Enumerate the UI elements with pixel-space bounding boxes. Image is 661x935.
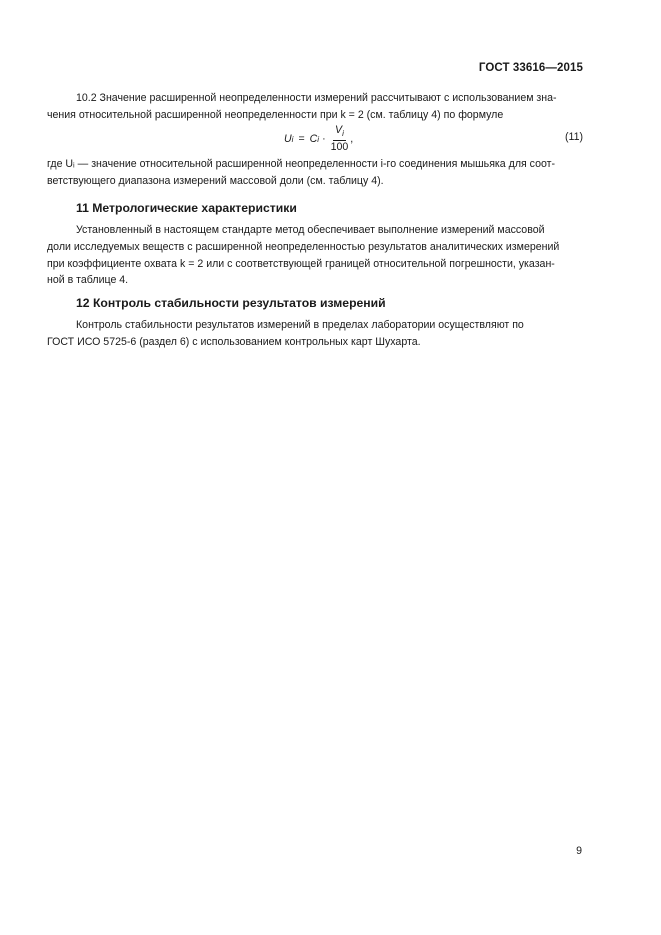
formula-11 [284, 124, 353, 154]
formula-c-sub: i [317, 134, 320, 144]
formula-numerator: $V_i$ [333, 124, 346, 141]
formula-denominator: 100 [330, 141, 349, 154]
paragraph-10-2: 10.2 Значение расширенной неопределенности измерений рассчитывают с использованием зна- чения относительной расширенной неопределенности при k = 2 (см. таблицу 4) по формуле [47, 92, 557, 121]
section-12-text: Контроль стабильности результатов измерений в пределах лаборатории осуществляют по ГОСТ ИСО 5725-6 (раздел 6) с использованием контрольных карт Шухарта. [47, 319, 524, 348]
formula-c: C [309, 133, 318, 146]
formula-comma: , [350, 133, 354, 146]
formula-lhs-sub: i [291, 134, 294, 144]
document-code-header: ГОСТ 33616—2015 [478, 62, 583, 74]
formula-lhs: U [284, 133, 292, 146]
section-12-heading: 12 Контроль стабильности результатов измерений [76, 296, 386, 310]
page-number: 9 [576, 845, 582, 857]
formula-equals: = [298, 133, 305, 146]
equation-number: (11) [564, 131, 583, 143]
formula-fraction [331, 124, 349, 154]
section-11-text: Установленный в настоящем стандарте метод обеспечивает выполнение измерений массовой доли исследуемых веществ с расширенной неопределенностью результатов аналитических измерений при коэффициенте охвата k = 2 или с соответствующей границей относительной погрешности, указан- ной в таблице 4. [47, 224, 560, 287]
formula-dot: · [322, 133, 326, 146]
formula-explanation: где Uᵢ — значение относительной расширенной неопределенности i-го соединения мышьяка для соот- ветствующего диапазона измерений массовой доли (см. таблицу 4). [47, 158, 556, 187]
section-11-heading: 11 Метрологические характеристики [76, 201, 297, 215]
